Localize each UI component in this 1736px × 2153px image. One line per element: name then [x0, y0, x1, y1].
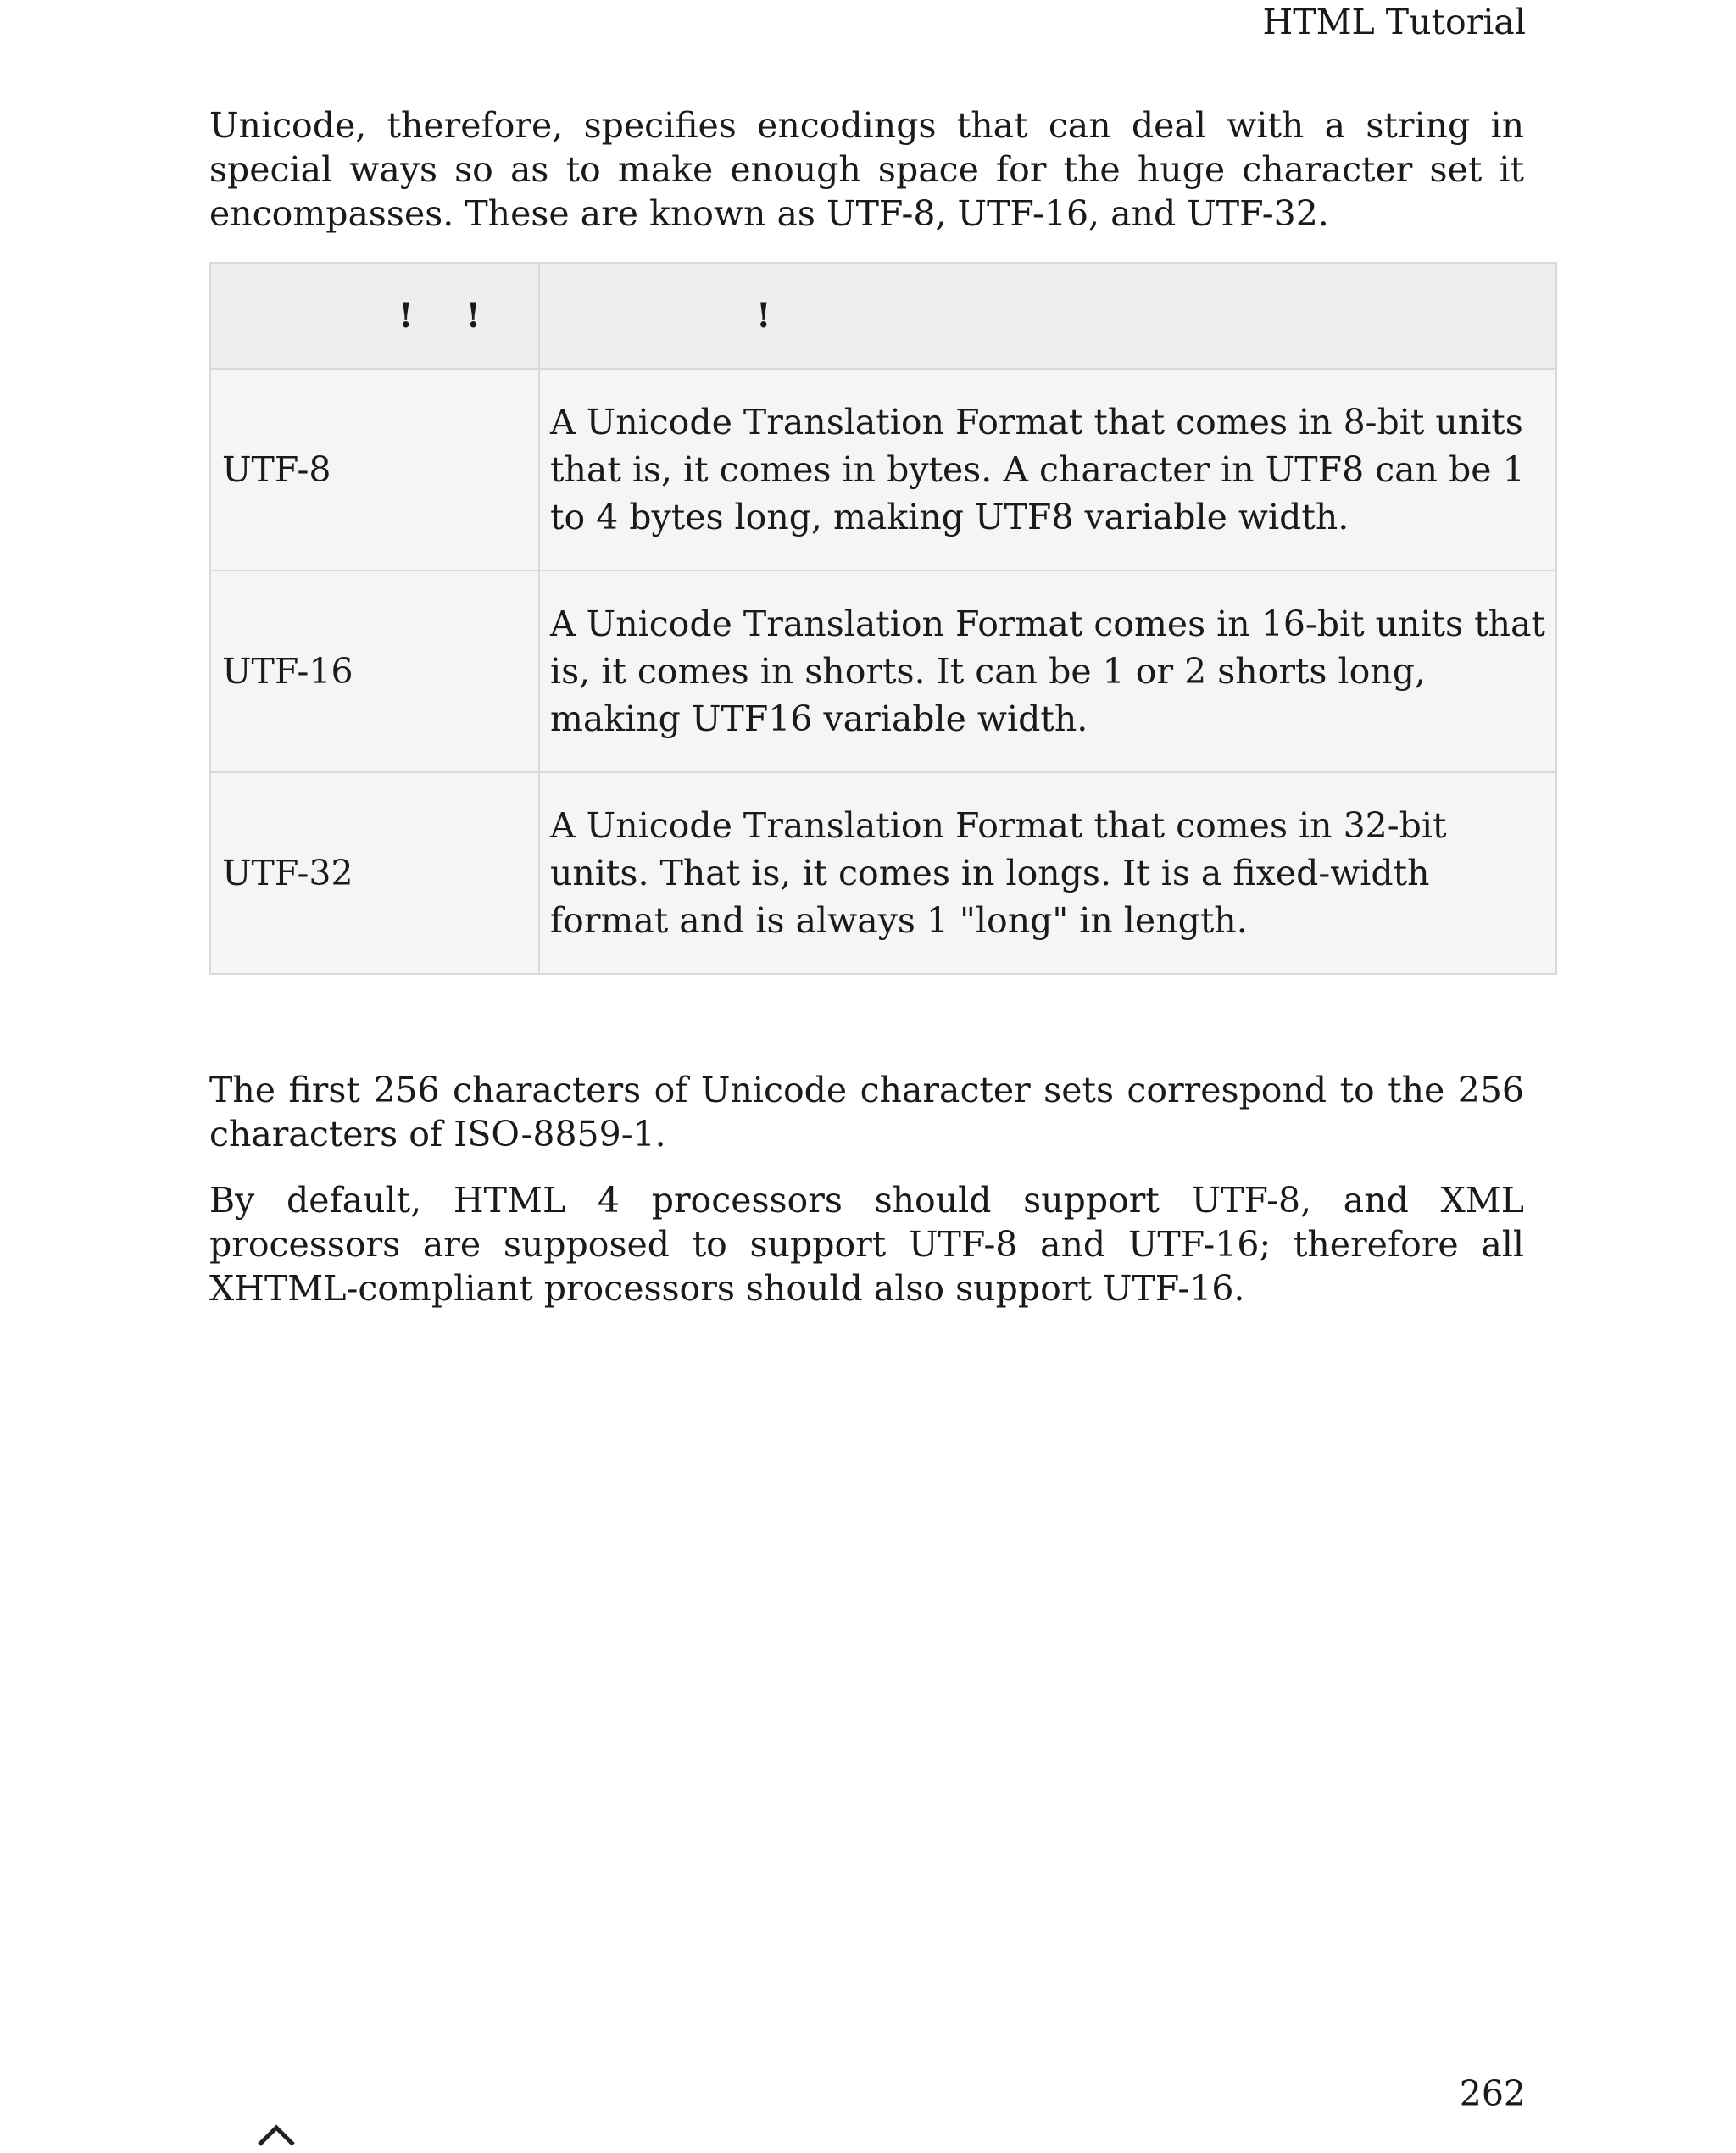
encoding-name-cell: UTF-8: [210, 369, 539, 570]
header-1-text: ! !: [398, 295, 481, 336]
encoding-table: [209, 262, 1557, 975]
chevron-up-icon[interactable]: [254, 2119, 298, 2153]
page-number: 262: [1459, 2073, 1526, 2114]
default-support-paragraph: By default, HTML 4 processors should support UTF-8, and XML processors are supposed to support UTF-8 and UTF-16; therefore all XHTML-compliant processors should also support UTF-16.: [209, 1180, 1524, 1309]
running-header-title: HTML Tutorial: [1262, 2, 1526, 42]
table-header-cell-1: [210, 263, 539, 369]
header-2-text: !: [756, 295, 771, 336]
encoding-name-cell: UTF-32: [210, 772, 539, 974]
encoding-description-cell: A Unicode Translation Format that comes in 8-bit units that is, it comes in bytes. A character in UTF8 can be 1 to 4 bytes long, making UTF8 variable width.: [539, 369, 1556, 570]
encoding-description-cell: A Unicode Translation Format comes in 16-bit units that is, it comes in shorts. It can be 1 or 2 shorts long, making UTF16 variable width.: [539, 570, 1556, 772]
encoding-description-cell: A Unicode Translation Format that comes in 32-bit units. That is, it comes in longs. It is a fixed-width format and is always 1 "long" in length.: [539, 772, 1556, 974]
encoding-name-cell: UTF-16: [210, 570, 539, 772]
page-content: [209, 103, 1545, 1310]
table-row: [210, 772, 1556, 974]
table-row: [210, 570, 1556, 772]
encoding-table-wrapper: [209, 262, 1555, 975]
table-row: [210, 369, 1556, 570]
iso-8859-paragraph: The first 256 characters of Unicode character sets correspond to the 256 characters of ISO-8859-1.: [209, 1070, 1524, 1154]
table-header-row: [210, 263, 1556, 369]
intro-paragraph: Unicode, therefore, specifies encodings that can deal with a string in special ways so as to make enough space for the huge character set it encompasses. These are known as UTF-8, UTF-16, and UTF-32.: [209, 105, 1524, 234]
table-header-cell-2: [539, 263, 1556, 369]
